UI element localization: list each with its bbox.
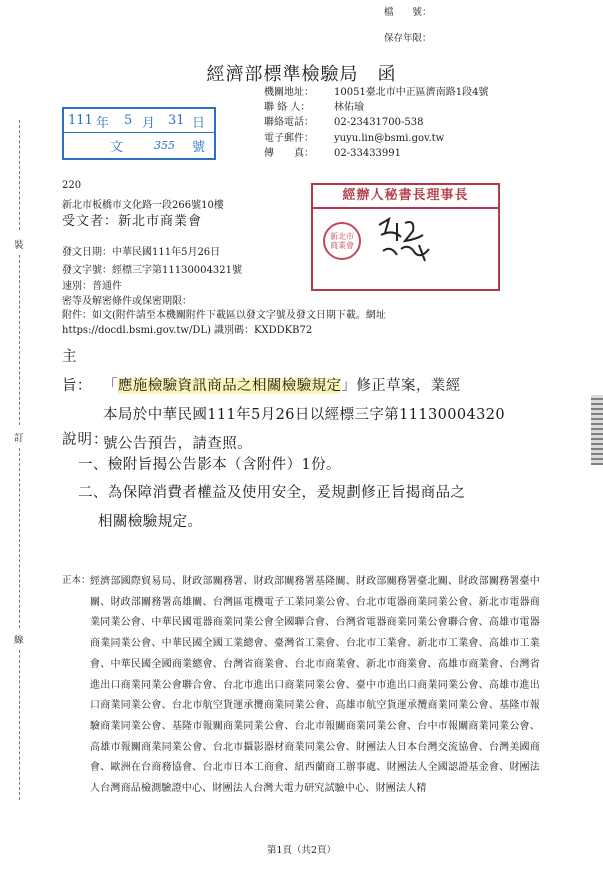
info-label: 聯 絡 人： bbox=[264, 102, 311, 114]
stamp-month: 5 bbox=[124, 113, 133, 128]
binding-dash-line bbox=[19, 650, 20, 800]
subject-label: 主旨： bbox=[62, 349, 92, 394]
official-seal bbox=[323, 222, 361, 260]
info-label: 傳 真： bbox=[264, 147, 314, 159]
explanation-item-2-line2: 相關檢驗規定。 bbox=[98, 514, 203, 530]
explanation-item-1: 一、檢附旨揭公告影本（含附件）1份。 bbox=[78, 457, 341, 473]
stamp-day: 31 bbox=[168, 113, 185, 128]
page-footer: 第1頁（共2頁） bbox=[266, 845, 337, 856]
subject-line1-rest: 修正草案，業經 bbox=[356, 378, 461, 394]
binding-mark-fold: 訂 bbox=[14, 433, 24, 444]
stamp-year: 111 bbox=[68, 113, 93, 128]
info-value: 林佑瑜 bbox=[334, 102, 364, 114]
subject-line3: 號公告預告，請查照。 bbox=[103, 436, 252, 452]
issue-date: 發文日期：中華民國111年5月26日 bbox=[62, 247, 221, 258]
stamp-doc-label: 文 bbox=[110, 140, 124, 155]
info-phone-row bbox=[264, 115, 489, 130]
copies-label: 正本： bbox=[62, 575, 91, 586]
explanation-item-2 bbox=[78, 479, 548, 537]
subject-section bbox=[62, 343, 552, 459]
receipt-stamp bbox=[62, 107, 216, 160]
stamp-doc-number: 355 bbox=[154, 139, 175, 152]
scan-edge-fragment bbox=[591, 395, 603, 465]
binding-dash-line bbox=[19, 448, 20, 628]
stamp-divider bbox=[64, 132, 214, 133]
document-title: 經濟部標準檢驗局 函 bbox=[206, 64, 397, 85]
info-value: 02-33433991 bbox=[334, 147, 402, 159]
info-label: 聯絡電話： bbox=[264, 117, 314, 129]
stamp-year-label: 年 bbox=[96, 116, 110, 131]
postal-code: 220 bbox=[62, 180, 82, 191]
subject-line2: 本局於中華民國111年5月26日以經標三字第11130004320 bbox=[103, 407, 506, 423]
info-fax-row bbox=[264, 146, 489, 161]
info-value: 10051臺北市中正區濟南路1段4號 bbox=[334, 87, 489, 98]
subject-quote-close: 」 bbox=[341, 378, 357, 394]
issue-number: 發文字號：經標三字第11130004321號 bbox=[62, 265, 242, 276]
info-label: 電子郵件： bbox=[264, 132, 314, 144]
stamp-number-label: 號 bbox=[192, 140, 206, 155]
recipient: 受文者：新北市商業會 bbox=[62, 214, 203, 229]
binding-mark-bind: 裝 bbox=[14, 240, 24, 251]
attachment-info: 附件：如文(附件請至本機關附件下載區以發文字號及發文日期下載。網址https://docdl.bsmi.gov.tw/DL) 識別碼：KXDDKB72 bbox=[62, 310, 386, 336]
explanation-label: 說明： bbox=[62, 432, 109, 448]
info-email-row bbox=[264, 131, 489, 146]
copies-recipient-list: 經濟部國際貿易局、財政部關務署、財政部關務署基隆關、財政部關務署臺北關、財政部關務署臺中關、財政部關務署高雄關、台灣區電機電子工業同業公會、台北市電器商業同業公會、新北市電器商業同業公會、中華民國電器商業同業公會全國聯合會、台灣省電器商業同業公會聯合會、高雄市電器商業同業公會、中華民國全國工業總會、臺灣省工業會、台北市工業會、新北市工業會、高雄市工業會、中華民國全國商業總會、台灣省商業會、台北市商業會、新北市商業會、高雄市商業會、台灣省進出口商業同業公會聯合會、台北市進出口商業同業公會、臺中市進出口商業同業公會、高雄市進出口商業同業公會、台北市航空貨運承攬商業同業公會、高雄市航空貨運承攬商業同業公會、基隆市報驗商業同業公會、基隆市報關商業同業公會、台北市報關商業同業公會、台中市報關商業同業公會、高雄市報關商業同業公會、台北市攝影器材商業同業公會、財團法人日本台灣交流協會、台灣美國商會、歐洲在台商務協會、台北市日本工商會、紐西蘭商工辦事處、財團法人全國認證基金會、財團法人台灣商品檢測驗證中心、財團法人台灣大電力研究試驗中心、財團法人精 bbox=[90, 576, 540, 795]
archive-number-label: 檔 號： bbox=[384, 7, 432, 18]
info-value: yuyu.lin@bsmi.gov.tw bbox=[334, 132, 445, 144]
secrecy-level: 密等及解密條件或保密期限： bbox=[62, 296, 192, 307]
info-contact-row bbox=[264, 100, 489, 115]
delivery-speed: 速別：普通件 bbox=[62, 281, 122, 292]
subject-regulation: 應施檢驗資訊商品之相關檢驗規定 bbox=[117, 378, 342, 394]
binding-mark-line: 線 bbox=[14, 635, 24, 646]
signing-roles-header: 經辦人秘書長理事長 bbox=[313, 185, 498, 209]
subject-quote-open: 「 bbox=[103, 378, 118, 394]
info-label: 機關地址： bbox=[264, 87, 314, 98]
info-address-row bbox=[264, 85, 489, 100]
agency-contact-info bbox=[264, 85, 489, 161]
seal-text: 新北市商業會 bbox=[330, 232, 354, 250]
handwritten-signature bbox=[375, 215, 435, 267]
retention-period-label: 保存年限： bbox=[384, 33, 432, 44]
stamp-month-label: 月 bbox=[142, 116, 156, 131]
stamp-day-label: 日 bbox=[192, 116, 206, 131]
binding-dash-line bbox=[19, 120, 20, 230]
explanation-item-2-line1: 二、為保障消費者權益及使用安全，爰規劃修正旨揭商品之 bbox=[78, 485, 466, 501]
info-value: 02-23431700-538 bbox=[334, 117, 424, 129]
binding-dash-line bbox=[19, 255, 20, 425]
recipient-address: 新北市板橋市文化路一段266號10樓 bbox=[62, 200, 224, 211]
